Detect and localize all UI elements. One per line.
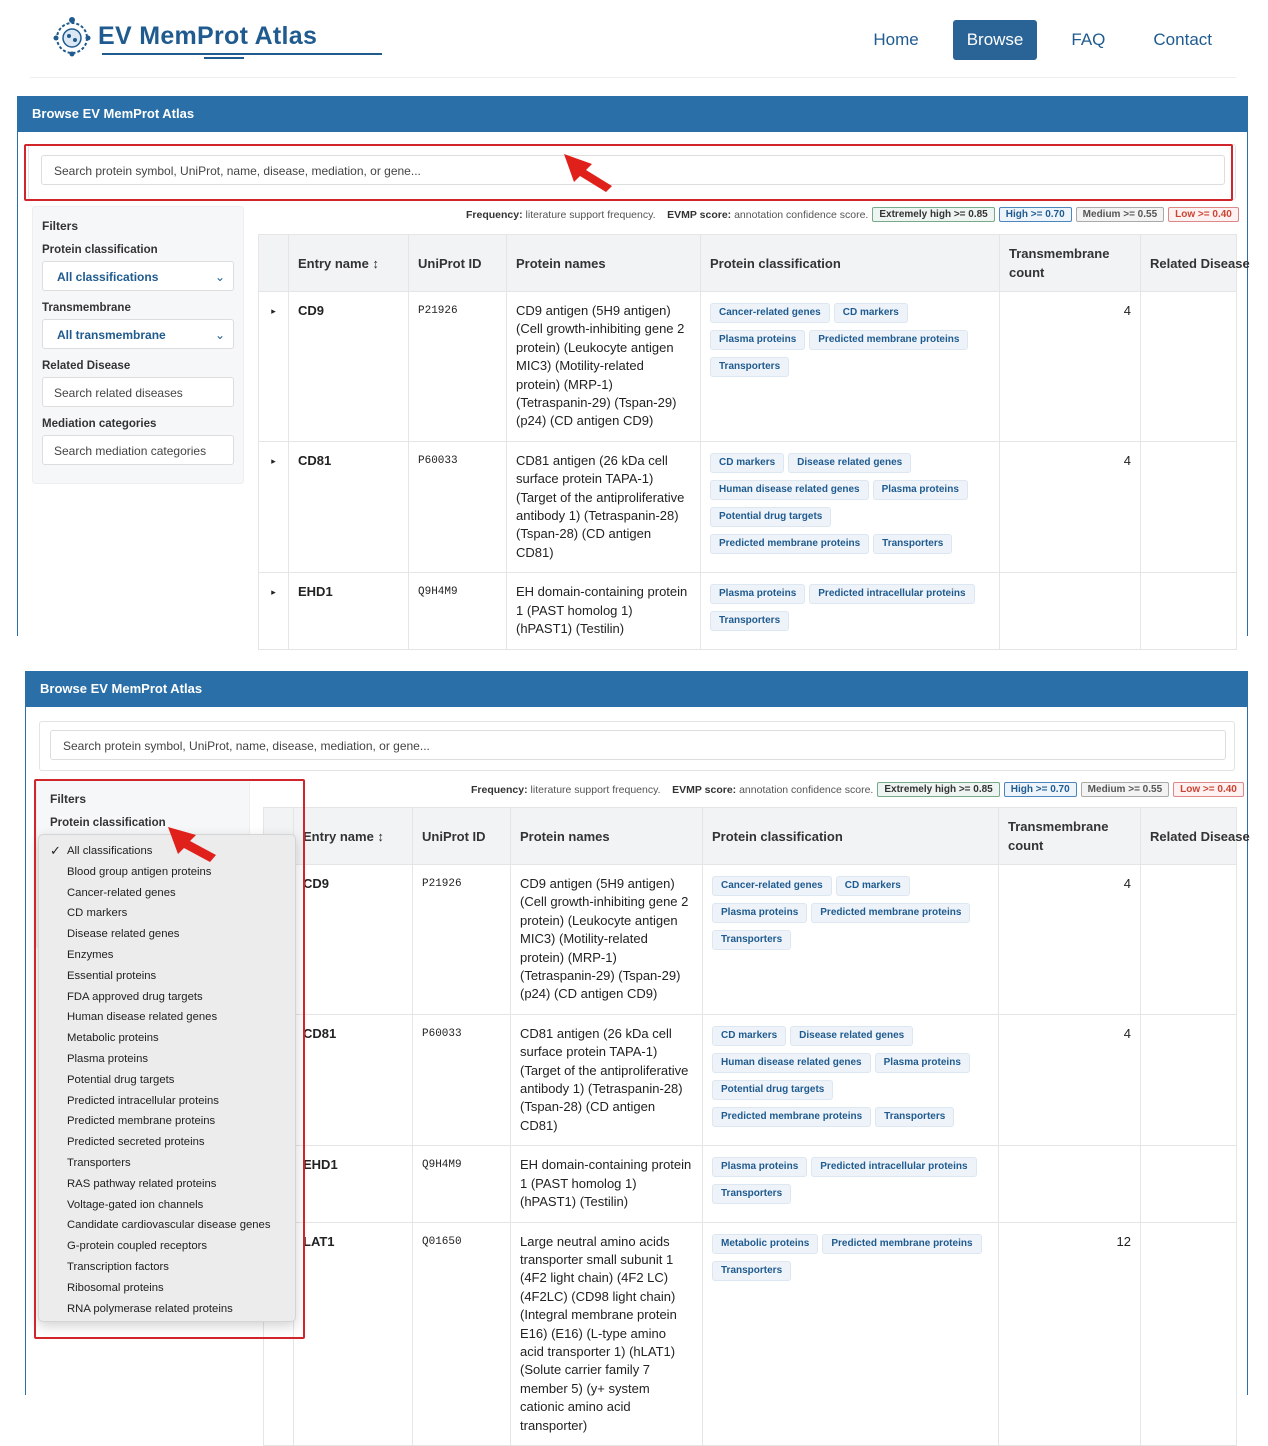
classification-option-label: Essential proteins: [67, 969, 157, 982]
classification-tag[interactable]: Predicted membrane proteins: [809, 330, 968, 350]
protein-names-cell: EH domain-containing protein 1 (PAST homolog 1) (hPAST1) (Testilin): [507, 573, 701, 649]
classification-tag[interactable]: Transporters: [712, 1184, 791, 1204]
classification-tag[interactable]: Plasma proteins: [712, 903, 807, 923]
related-disease-cell: [1141, 1146, 1237, 1222]
classification-option-label: Cancer-related genes: [67, 886, 176, 899]
entry-name-link[interactable]: LAT1: [294, 1222, 413, 1445]
search-highlight-box: [24, 144, 1233, 201]
classification-tag[interactable]: Potential drug targets: [712, 1080, 833, 1100]
table-row[interactable]: [259, 292, 1237, 442]
entry-name-link[interactable]: CD9: [294, 865, 413, 1015]
classification-tag[interactable]: Potential drug targets: [710, 507, 831, 527]
table-body-top: [259, 292, 1237, 650]
classification-option-label: RNA polymerase related proteins: [67, 1302, 233, 1315]
badge-high: High >= 0.70: [1004, 782, 1077, 797]
navbar: [30, 0, 1236, 78]
nav-browse-link[interactable]: Browse: [953, 20, 1038, 60]
uniprot-id-link[interactable]: Q9H4M9: [413, 1146, 511, 1222]
table-row[interactable]: [259, 573, 1237, 649]
frequency-label: Frequency:: [471, 783, 528, 796]
classification-tag[interactable]: Transporters: [873, 534, 952, 554]
classification-cell: [703, 1222, 999, 1445]
filters-panel: [32, 206, 244, 484]
score-legend-2: [471, 782, 1244, 797]
search-container-2: [39, 721, 1235, 771]
col-transmembrane-count: Transmembrane count: [1000, 235, 1141, 292]
classification-tag[interactable]: Transporters: [710, 611, 789, 631]
classification-tag[interactable]: CD markers: [712, 1026, 786, 1046]
col-related-disease: Related Disease: [1141, 808, 1237, 865]
classification-tag[interactable]: Transporters: [712, 930, 791, 950]
expand-row-icon[interactable]: ▸: [259, 573, 289, 649]
classification-tag[interactable]: Predicted intracellular proteins: [809, 584, 974, 604]
classification-label: Protein classification: [42, 244, 158, 256]
chevron-down-icon: ⌄: [214, 328, 225, 342]
uniprot-id-link[interactable]: P21926: [413, 865, 511, 1015]
col-entry-name[interactable]: Entry name ↕: [294, 808, 413, 865]
badge-medium: Medium >= 0.55: [1081, 782, 1169, 797]
evmp-label: EVMP score:: [667, 208, 732, 221]
logo-underline: [102, 53, 382, 55]
related-disease-cell: [1141, 865, 1237, 1015]
uniprot-id-link[interactable]: P21926: [409, 292, 507, 442]
transmembrane-count-cell: [1000, 573, 1141, 649]
panel-title-2: Browse EV MemProt Atlas: [26, 671, 1247, 707]
related-disease-input[interactable]: Search related diseases: [42, 377, 234, 407]
classification-option-label: RAS pathway related proteins: [67, 1177, 217, 1190]
classification-tag[interactable]: Plasma proteins: [875, 1053, 970, 1073]
classification-tag[interactable]: Plasma proteins: [710, 584, 805, 604]
protein-names-cell: CD9 antigen (5H9 antigen) (Cell growth-inhibiting gene 2 protein) (Leukocyte antigen MIC3) (Motility-related protein) (MRP-1) (Tetraspanin-29) (Tspan-29) (p24) (CD antigen CD9): [507, 292, 701, 442]
score-legend: [466, 207, 1239, 222]
transmembrane-count-cell: 4: [999, 865, 1141, 1015]
classification-select[interactable]: [42, 261, 234, 291]
classification-option-label: All classifications: [67, 845, 153, 857]
classification-option-label: Enzymes: [67, 948, 114, 961]
classification-tag[interactable]: Disease related genes: [788, 453, 911, 473]
nav-faq-link[interactable]: FAQ: [1071, 30, 1106, 49]
entry-name-link[interactable]: CD81: [289, 441, 409, 572]
protein-names-cell: EH domain-containing protein 1 (PAST homolog 1) (hPAST1) (Testilin): [511, 1146, 703, 1222]
expand-row-icon[interactable]: ▸: [259, 441, 289, 572]
classification-tag[interactable]: Transporters: [710, 357, 789, 377]
classification-tag[interactable]: Predicted membrane proteins: [712, 1107, 871, 1127]
classification-option-label: Potential drug targets: [67, 1073, 175, 1086]
entry-name-link[interactable]: EHD1: [289, 573, 409, 649]
classification-option-label: Predicted membrane proteins: [67, 1115, 216, 1128]
filters-title: Filters: [42, 219, 79, 233]
protein-table: [258, 234, 1250, 650]
uniprot-id-link[interactable]: P60033: [409, 441, 507, 572]
classification-option-label: Ribosomal proteins: [67, 1281, 164, 1294]
col-uniprot: UniProt ID: [413, 808, 511, 865]
classification-tag[interactable]: Predicted membrane proteins: [710, 534, 869, 554]
classification-option-label: Metabolic proteins: [67, 1032, 159, 1045]
classification-option-label: Predicted secreted proteins: [67, 1136, 205, 1149]
evmp-text: annotation confidence score.: [734, 208, 869, 221]
uniprot-id-link[interactable]: Q9H4M9: [409, 573, 507, 649]
col-uniprot: UniProt ID: [409, 235, 507, 292]
expand-row-icon[interactable]: ▸: [259, 292, 289, 442]
table-row[interactable]: [264, 1222, 1237, 1445]
global-search-input-2[interactable]: Search protein symbol, UniProt, name, disease, mediation, or gene...: [50, 730, 1226, 760]
frequency-text: literature support frequency.: [530, 783, 661, 796]
red-arrow-search-icon: [560, 152, 616, 194]
related-disease-cell: [1141, 1222, 1237, 1445]
classification-cell: [703, 1014, 999, 1145]
classification-tag[interactable]: Plasma proteins: [712, 1157, 807, 1177]
protein-names-cell: CD9 antigen (5H9 antigen) (Cell growth-inhibiting gene 2 protein) (Leukocyte antigen MIC3) (Motility-related protein) (MRP-1) (Tetraspanin-29) (Tspan-29) (p24) (CD antigen CD9): [511, 865, 703, 1015]
col-transmembrane-count: Transmembrane count: [999, 808, 1141, 865]
frequency-label: Frequency:: [466, 208, 523, 221]
transmembrane-count-cell: 4: [999, 1014, 1141, 1145]
col-protein-names: Protein names: [507, 235, 701, 292]
col-classification: Protein classification: [701, 235, 1000, 292]
mediation-input[interactable]: Search mediation categories: [42, 435, 234, 465]
related-disease-cell: [1141, 1014, 1237, 1145]
classification-tag[interactable]: Human disease related genes: [712, 1053, 871, 1073]
protein-names-cell: CD81 antigen (26 kDa cell surface protein TAPA-1) (Target of the antiproliferative antibody 1) (Tetraspanin-28) (Tspan-28) (CD antigen CD81): [511, 1014, 703, 1145]
badge-medium: Medium >= 0.55: [1076, 207, 1164, 222]
classification-tag[interactable]: Predicted membrane proteins: [811, 903, 970, 923]
classification-option-label: Plasma proteins: [67, 1052, 148, 1065]
related-disease-cell: [1141, 292, 1237, 442]
classification-option-label: Blood group antigen proteins: [67, 865, 212, 878]
classification-tag[interactable]: Plasma proteins: [873, 480, 968, 500]
red-arrow-filter-icon: [164, 825, 220, 865]
table-row[interactable]: [259, 441, 1237, 572]
related-disease-cell: [1141, 573, 1237, 649]
classification-option-label: Voltage-gated ion channels: [67, 1198, 204, 1211]
classification-cell: [701, 441, 1000, 572]
classification-tag[interactable]: Plasma proteins: [710, 330, 805, 350]
classification-tag[interactable]: Disease related genes: [790, 1026, 913, 1046]
col-classification: Protein classification: [703, 808, 999, 865]
expand-column-header: [259, 235, 289, 292]
classification-tag[interactable]: CD markers: [710, 453, 784, 473]
frequency-text: literature support frequency.: [525, 208, 656, 221]
col-related-disease: Related Disease: [1141, 235, 1237, 292]
classification-option-label: Human disease related genes: [67, 1011, 218, 1024]
classification-cell: [703, 865, 999, 1015]
classification-option-label: Transcription factors: [67, 1260, 169, 1273]
table-row[interactable]: [264, 865, 1237, 1015]
mediation-label: Mediation categories: [42, 418, 157, 430]
classification-tag[interactable]: Cancer-related genes: [710, 303, 830, 323]
classification-option-label: Disease related genes: [67, 928, 180, 941]
uniprot-id-link[interactable]: Q01650: [413, 1222, 511, 1445]
transmembrane-count-cell: [999, 1146, 1141, 1222]
badge-low: Low >= 0.40: [1168, 207, 1239, 222]
transmembrane-count-cell: 12: [999, 1222, 1141, 1445]
col-entry-name[interactable]: Entry name ↕: [289, 235, 409, 292]
classification-label-2: Protein classification: [50, 817, 166, 829]
classification-tag[interactable]: CD markers: [836, 876, 910, 896]
protein-names-cell: Large neutral amino acids transporter small subunit 1 (4F2 light chain) (4F2 LC) (4F2LC) (CD98 light chain) (Integral membrane protein E16) (E16) (L-type amino acid transporter 1) (hLAT1) (Solute carrier family 7 member 5) (y+ system cationic amino acid transporter): [511, 1222, 703, 1445]
badge-high: High >= 0.70: [999, 207, 1072, 222]
table-header-row: [264, 808, 1237, 865]
classification-cell: [701, 573, 1000, 649]
evmp-text: annotation confidence score.: [739, 783, 874, 796]
classification-option-label: CD markers: [67, 907, 128, 920]
classification-tag[interactable]: Metabolic proteins: [712, 1234, 818, 1254]
filters-title-2: Filters: [50, 792, 87, 806]
nav-contact-link[interactable]: Contact: [1153, 30, 1212, 49]
global-search-input[interactable]: Search protein symbol, UniProt, name, disease, mediation, or gene...: [41, 155, 1225, 185]
chevron-down-icon: ⌄: [214, 270, 225, 284]
classification-cell: [703, 1146, 999, 1222]
classification-tag[interactable]: CD markers: [834, 303, 908, 323]
transmembrane-select[interactable]: [42, 319, 234, 349]
table-body-bottom: [264, 865, 1237, 1446]
table-row[interactable]: [264, 1014, 1237, 1145]
logo-underline-accent: [204, 57, 244, 59]
badge-extremely-high: Extremely high >= 0.85: [877, 782, 999, 797]
atlas-logo-icon: [50, 14, 94, 58]
classification-option-label: FDA approved drug targets: [67, 990, 203, 1003]
logo-text: EV MemProt Atlas: [98, 21, 318, 50]
classification-tag[interactable]: Transporters: [712, 1261, 791, 1281]
badge-low: Low >= 0.40: [1173, 782, 1244, 797]
classification-option-label: Transporters: [67, 1156, 131, 1169]
badge-extremely-high: Extremely high >= 0.85: [872, 207, 994, 222]
site-logo[interactable]: [50, 14, 317, 58]
entry-name-link[interactable]: CD81: [294, 1014, 413, 1145]
classification-select-value: All classifications: [57, 270, 159, 284]
classification-tag[interactable]: Predicted membrane proteins: [822, 1234, 981, 1254]
classification-tag[interactable]: Cancer-related genes: [712, 876, 832, 896]
entry-name-link[interactable]: EHD1: [294, 1146, 413, 1222]
protein-table-2: [263, 807, 1250, 1446]
col-protein-names: Protein names: [511, 808, 703, 865]
transmembrane-select-value: All transmembrane: [57, 328, 166, 342]
classification-option-label: G-protein coupled receptors: [67, 1240, 208, 1253]
related-disease-label: Related Disease: [42, 360, 131, 372]
classification-cell: [701, 292, 1000, 442]
transmembrane-count-cell: 4: [1000, 441, 1141, 572]
main-menu: [839, 20, 1226, 60]
checkmark-icon: ✓: [50, 843, 61, 858]
entry-name-link[interactable]: CD9: [289, 292, 409, 442]
related-disease-cell: [1141, 441, 1237, 572]
classification-option-label: Candidate cardiovascular disease genes: [67, 1219, 271, 1232]
transmembrane-label: Transmembrane: [42, 302, 131, 314]
classification-option-label: Predicted intracellular proteins: [67, 1094, 219, 1107]
classification-tag[interactable]: Transporters: [875, 1107, 954, 1127]
nav-home-link[interactable]: Home: [873, 30, 919, 49]
classification-tag[interactable]: Human disease related genes: [710, 480, 869, 500]
protein-names-cell: CD81 antigen (26 kDa cell surface protein TAPA-1) (Target of the antiproliferative antibody 1) (Tetraspanin-28) (Tspan-28) (CD antigen CD81): [507, 441, 701, 572]
uniprot-id-link[interactable]: P60033: [413, 1014, 511, 1145]
classification-tag[interactable]: Predicted intracellular proteins: [811, 1157, 976, 1177]
transmembrane-count-cell: 4: [1000, 292, 1141, 442]
panel-title: Browse EV MemProt Atlas: [18, 96, 1247, 132]
evmp-label: EVMP score:: [672, 783, 737, 796]
table-header-row: [259, 235, 1237, 292]
table-row[interactable]: [264, 1146, 1237, 1222]
